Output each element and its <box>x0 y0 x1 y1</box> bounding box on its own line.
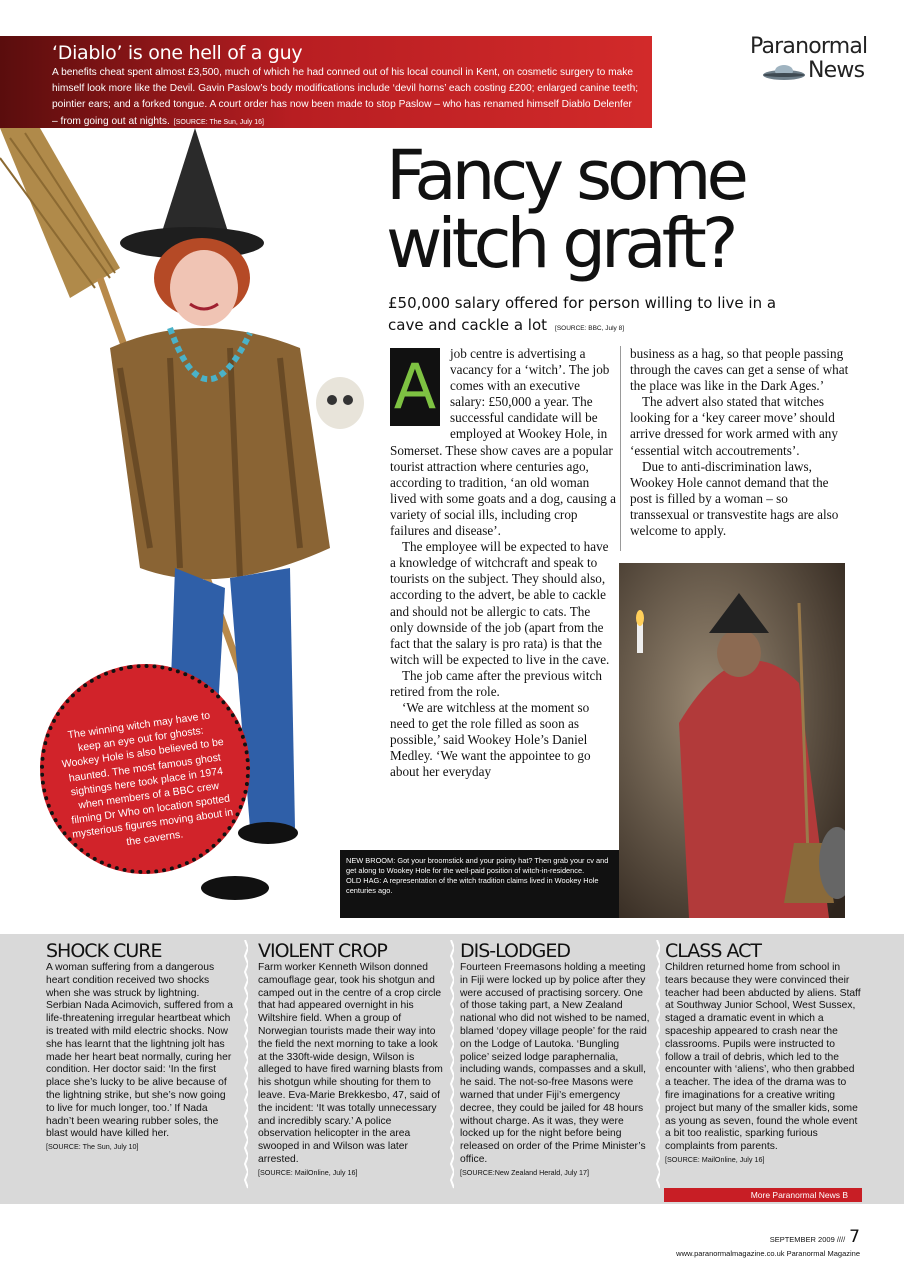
headline-line-1: Fancy some <box>386 136 744 216</box>
story-divider <box>242 940 248 1190</box>
story-text: Children returned home from school in tears because they were convinced their teacher had been abducted by aliens. Staff at Southway Junior School, West Sussex, staged a dramatic event in which a spaceship appeared to crash near the classrooms. Pupils were instructed to follow a trail of debris, which led to the encounter with ‘aliens’, who then grabbed a teacher. The idea of the drama was to fire imaginations for a creative writing project but many of the smaller kids, some as young as seven, found the whole event a bit too realistic, sparking furious complaints from parents. <box>665 962 861 1153</box>
page-footer <box>770 1227 860 1247</box>
story-dis-lodged <box>460 940 650 1180</box>
caption-old-hag: OLD HAG: A representation of the witch tradition claims lived in Wookey Hole centuries ago. <box>346 876 599 895</box>
paranormal-news-logo <box>748 34 868 84</box>
more-news-link[interactable]: More Paranormal News B <box>664 1188 862 1202</box>
story-shock-cure <box>46 940 236 1154</box>
article-paragraph: job centre is advertising a vacancy for a ‘witch’. The job comes with an executive salary: £50,000 a year. The successful candidate will be employed at Wookey Hole, in Somerset. These show caves are a popular tourist attraction where centuries ago, according to tradition, ‘an old woman lived with some goats and a dog, causing a variety of social ills, including crop failures and disease’. <box>390 346 616 539</box>
ghost-callout-bubble: The winning witch may have to keep an eye out for ghosts: Wookey Hole is also believed to be haunted. The most famous ghost sightings here took place in 1974 when members of a BBC crew filming Dr Who on location spotted mysterious figures moving about in the caverns. <box>26 650 263 887</box>
story-title: DIS-LODGED <box>460 940 571 962</box>
logo-line-1: Paranormal <box>750 34 868 59</box>
banner-title: ‘Diablo’ is one hell of a guy <box>52 42 303 64</box>
headline <box>386 136 806 284</box>
article-paragraph: ‘We are witchless at the moment so need to get the role filled as soon as possible,’ said Wookey Hole’s Daniel Medley. ‘We want the appointee to go about her everyday <box>390 700 591 780</box>
story-title: SHOCK CURE <box>46 940 162 962</box>
news-banner <box>0 36 652 128</box>
story-source: [SOURCE: MailOnline, July 16] <box>258 1167 358 1177</box>
story-title: VIOLENT CROP <box>258 940 387 962</box>
story-divider <box>448 940 454 1190</box>
standfirst-text: £50,000 salary offered for person willing to live in a cave and cackle a lot <box>388 294 777 334</box>
article-column-1 <box>390 346 616 781</box>
dropcap: A <box>390 348 440 426</box>
article-paragraph: The employee will be expected to have a knowledge of witchcraft and speak to tourists on the subject. They should also, according to the advert, be able to cackle and should not be allergic to cats. The only downside of the job (apart from the fact that the salary is pro rata) is that the witch will be expected to live in the cave. <box>390 539 610 667</box>
site-url[interactable]: www.paranormalmagazine.co.uk Paranormal Magazine <box>676 1249 860 1258</box>
story-source: [SOURCE: MailOnline, July 16] <box>665 1154 765 1164</box>
story-text: A woman suffering from a dangerous heart condition received two shocks when she was struck by lightning. Serbian Nada Acimovich, suffered from a life-threatening irregular heartbeat which is treated with mild electric shocks. Now she has learnt that the lightning jolt has made her heart beat normally, curing her condition. Her doctor said: ‘In the first place she’s lucky to be alive because of the lightning strike, but she’s now going to live for much longer, too.’ If Nada hadn’t been wearing rubber soles, the blast would have killed her. <box>46 962 233 1140</box>
banner-source: [SOURCE: The Sun, July 16] <box>173 118 264 126</box>
ufo-icon <box>762 64 806 82</box>
article-paragraph: The job came after the previous witch retired from the role. <box>390 667 602 699</box>
story-violent-crop <box>258 940 444 1180</box>
cave-witch-photo <box>619 563 845 918</box>
page-number: 7 <box>849 1227 860 1247</box>
story-text: Fourteen Freemasons holding a meeting in Fiji were locked up by police after they were accused of practising sorcery. One of those taking part, a New Zealand national who did not wished to be named, blamed ‘dopey village people’ for the raid on the Lodge of Lautoka. ‘Bungling police’ seized lodge paraphernalia, including wands, compasses and a skull, he said. The not-so-free Masons were warned that under Fiji’s emergency decree, they could be jailed for 48 hours without charge. As it was, they were locked up for the night before being released on order of the Prime Minister’s office. <box>460 962 650 1165</box>
column-divider <box>620 346 621 551</box>
story-class-act <box>665 940 861 1167</box>
story-text: Farm worker Kenneth Wilson donned camouflage gear, took his shotgun and camped out in the centre of a crop circle that had appeared overnight in his Wiltshire field. When a group of Norwegian tourists made their way into the field the next morning to take a look at the 330ft-wide design, Wilson is alleged to have fired warning blasts from his shotgun while shouting for them to leave. Eva-Marie Brekkesbo, 47, said of the incident: ‘It was totally unnecessary and incredibly scary.’ A police observation helicopter in the area swooped in and Wilson was later arrested. <box>258 962 443 1165</box>
banner-text <box>52 65 640 131</box>
standfirst-source: [SOURCE: BBC, July 8] <box>555 325 625 332</box>
story-source: [SOURCE: The Sun, July 10] <box>46 1142 139 1152</box>
story-source: [SOURCE:New Zealand Herald, July 17] <box>460 1167 590 1177</box>
article-paragraph: Due to anti-discrimination laws, Wookey Hole cannot demand that the post is filled by a woman – so transsexual or transvestite hags are also welcome to apply. <box>630 458 839 539</box>
caption-new-broom: NEW BROOM: Got your broomstick and your pointy hat? Then grab your cv and get along to Wookey Hole for the well-paid position of witch-in-residence. <box>346 856 609 875</box>
issue-date: SEPTEMBER 2009 //// <box>769 1235 846 1244</box>
story-divider <box>654 940 660 1190</box>
headline-line-2: witch graft? <box>386 204 734 284</box>
logo-line-2: News <box>808 58 865 83</box>
article-paragraph: The advert also stated that witches looking for a ‘key career move’ should arrive dressed for work armed with any ‘essential witch accoutrements’. <box>630 394 838 458</box>
article-column-2 <box>630 346 850 539</box>
banner-body: A benefits cheat spent almost £3,500, much of which he had conned out of his local council in Kent, on cosmetic surgery to make himself look more like the Devil. Gavin Paslow’s body modifications include ‘devil horns’ each costing £200; enlarged canine teeth; pointier ears; and a forked tongue. A court order has now been made to stop Paslow – who has renamed himself Diablo Delenfer – from going out at nights. <box>52 67 639 127</box>
article-paragraph: business as a hag, so that people passing through the caves can get a sense of what the place was like in the Dark Ages.’ <box>630 346 849 394</box>
photo-caption <box>340 850 619 918</box>
standfirst <box>388 292 788 340</box>
story-title: CLASS ACT <box>665 940 761 962</box>
